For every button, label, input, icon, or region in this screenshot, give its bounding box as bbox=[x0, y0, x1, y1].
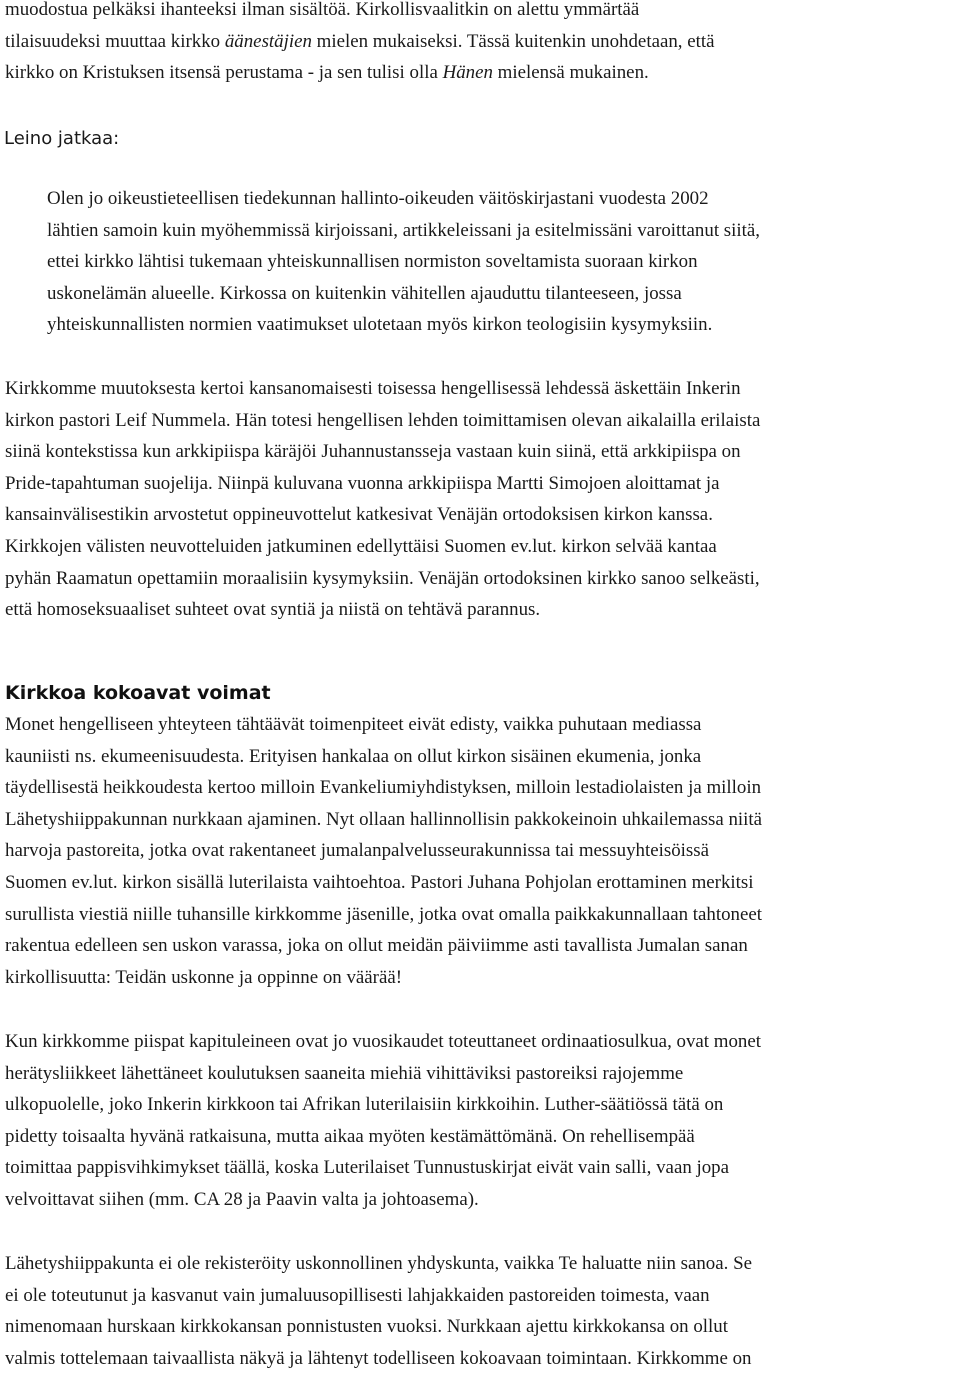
intro-paragraph bbox=[0, 0, 960, 89]
intro-line-2-text-b: mielen mukaiseksi. Tässä kuitenkin unohdetaan, että bbox=[311, 30, 715, 52]
paragraph-line: Kirkkojen välisten neuvotteluiden jatkuminen edellyttäisi Suomen ev.lut. kirkon selvää kantaa bbox=[5, 535, 717, 557]
paragraph-line: Lähetyshiippakunta ei ole rekisteröity uskonnollinen yhdyskunta, vaikka Te haluatte niin sanoa. Se bbox=[5, 1253, 752, 1274]
paragraph-line: Lähetyshiippakunnan nurkkaan ajaminen. Nyt ollaan hallinnollisin pakkokeinoin uhkailemassa niitä bbox=[5, 808, 763, 830]
intro-emphasis-voters: äänestäjien bbox=[224, 30, 312, 52]
paragraph-line: kauniisti ns. ekumeenisuudesta. Erityisen hankalaa on ollut kirkon sisäinen ekumenia, jonka bbox=[5, 745, 702, 767]
paragraph-line: kirkon pastori Leif Nummela. Hän totesi hengellisen lehden toimittamisen olevan aikalailla erilaista bbox=[5, 409, 761, 431]
section-heading: Kirkkoa kokoavat voimat bbox=[5, 682, 271, 704]
paragraph-line: ei ole toteutunut ja kasvanut vain jumaluusopillisesti lahjakkaiden pastoreiden toimesta, vaan bbox=[5, 1284, 710, 1306]
paragraph-line: täydellisestä heikkoudesta kertoo milloin Evankeliumiyhdistyksen, milloin lestadiolaisten ja milloin bbox=[5, 777, 762, 799]
paragraph-church-change bbox=[0, 373, 960, 626]
paragraph-line: Kun kirkkomme piispat kapituleineen ovat jo vuosikaudet toteuttaneet ordinaatiosulkua, ovat monet bbox=[5, 1031, 761, 1052]
paragraph-line: velvoittavat siihen (mm. CA 28 ja Paavin valta ja johtoasema). bbox=[5, 1188, 479, 1210]
leino-quote bbox=[0, 183, 960, 341]
intro-line-3-text-b: mielensä mukainen. bbox=[492, 62, 649, 84]
paragraph-line: rakentua edelleen sen uskon varassa, joka on ollut meidän päiviimme asti tavallista Jumalan sanan bbox=[5, 935, 748, 957]
paragraph-line: Kirkkomme muutoksesta kertoi kansanomaisesti toisessa hengellisessä lehdessä äskettäin Inkerin bbox=[5, 378, 741, 399]
paragraph-line: kansainvälisestikin arvostetut oppineuvottelut katkesivat Venäjän ortodoksisen kirkon kanssa. bbox=[5, 504, 713, 526]
paragraph-line: harvoja pastoreita, jotka ovat rakentaneet jumalanpalvelusseurakunnissa tai messuyhteisöissä bbox=[5, 840, 709, 862]
intro-line-1: muodostua pelkäksi ihanteeksi ilman sisältöä. Kirkollisvaalitkin on alettu ymmärtää bbox=[5, 0, 640, 20]
intro-line-3-text-a: kirkko on Kristuksen itsensä perustama - ja sen tulisi olla bbox=[5, 62, 443, 84]
intro-line-3 bbox=[5, 57, 960, 89]
paragraph-line: surullista viestiä niille tuhansille kirkkomme jäsenille, jotka ovat omalla paikkakunnallaan tahtoneet bbox=[5, 903, 762, 925]
quote-line: yhteiskunnallisten normien vaatimukset ulotetaan myös kirkon teologisiin kysymyksiin. bbox=[47, 314, 713, 336]
paragraph-line: pidetty toisaalta hyvänä ratkaisuna, mutta aikaa myöten kestämättömänä. On rehellisempää bbox=[5, 1125, 695, 1147]
paragraph-ecumenism bbox=[0, 709, 960, 993]
paragraph-line: että homoseksuaaliset suhteet ovat syntiä ja niistä on tehtävä parannus. bbox=[5, 599, 541, 621]
intro-emphasis-his: Hänen bbox=[442, 62, 493, 84]
quote-line: ettei kirkko lähtisi tukemaan yhteiskunnallisen normiston soveltamista suoraan kirkon bbox=[47, 251, 698, 273]
paragraph-line: pyhän Raamatun opettamiin moraalisiin kysymyksiin. Venäjän ortodoksinen kirkko sanoo selkeästi, bbox=[5, 567, 760, 589]
quote-line: uskonelämän alueelle. Kirkossa on kuitenkin vähitellen ajauduttu tilanteeseen, jossa bbox=[47, 282, 682, 304]
paragraph-line: nimenomaan hurskaan kirkkokansan ponnistusten vuoksi. Nurkkaan ajettu kirkkokansa on ollut bbox=[5, 1316, 728, 1338]
paragraph-line: Suomen ev.lut. kirkon sisällä luterilaista vaihtoehtoa. Pastori Juhana Pohjolan erottaminen merkitsi bbox=[5, 871, 754, 893]
paragraph-line: toimittaa pappisvihkimykset täällä, koska Luterilaiset Tunnustuskirjat eivät vain salli, vaan jopa bbox=[5, 1157, 730, 1179]
paragraph-mission-diocese bbox=[0, 1248, 960, 1373]
paragraph-line: siinä kontekstissa kun arkkipiispa käräjöi Juhannustansseja vastaan kuin siinä, että arkkipiispa on bbox=[5, 441, 741, 463]
paragraph-line: valmis tottelemaan taivaallista näkyä ja lähtenyt todelliseen kokoavaan toimintaan. Kirkkomme on bbox=[5, 1347, 752, 1369]
intro-line-2-text-a: tilaisuudeksi muuttaa kirkko bbox=[5, 30, 225, 52]
leino-continues-label: Leino jatkaa: bbox=[4, 128, 120, 149]
paragraph-line: ulkopuolelle, joko Inkerin kirkkoon tai Afrikan luterilaisiin kirkkoihin. Luther-säätiössä tätä on bbox=[5, 1094, 724, 1116]
intro-line-2 bbox=[5, 26, 960, 58]
paragraph-line: herätysliikkeet lähettäneet koulutuksen saaneita miehiä vihittäviksi pastoreiksi rajojemme bbox=[5, 1062, 684, 1084]
paragraph-line: kirkollisuutta: Teidän uskonne ja oppinne on väärää! bbox=[5, 966, 403, 988]
paragraph-line: Monet hengelliseen yhteyteen tähtäävät toimenpiteet eivät edisty, vaikka puhutaan mediassa bbox=[5, 714, 702, 735]
paragraph-line: Pride-tapahtuman suojelija. Niinpä kuluvana vuonna arkkipiispa Martti Simojoen aloittamat ja bbox=[5, 472, 720, 494]
quote-line: Olen jo oikeustieteellisen tiedekunnan hallinto-oikeuden väitöskirjastani vuodesta 2002 bbox=[47, 188, 709, 209]
quote-line: lähtien samoin kuin myöhemmissä kirjoissani, artikkeleissani ja esitelmissäni varoittanut siitä, bbox=[47, 219, 761, 241]
paragraph-bishops bbox=[0, 1026, 960, 1216]
